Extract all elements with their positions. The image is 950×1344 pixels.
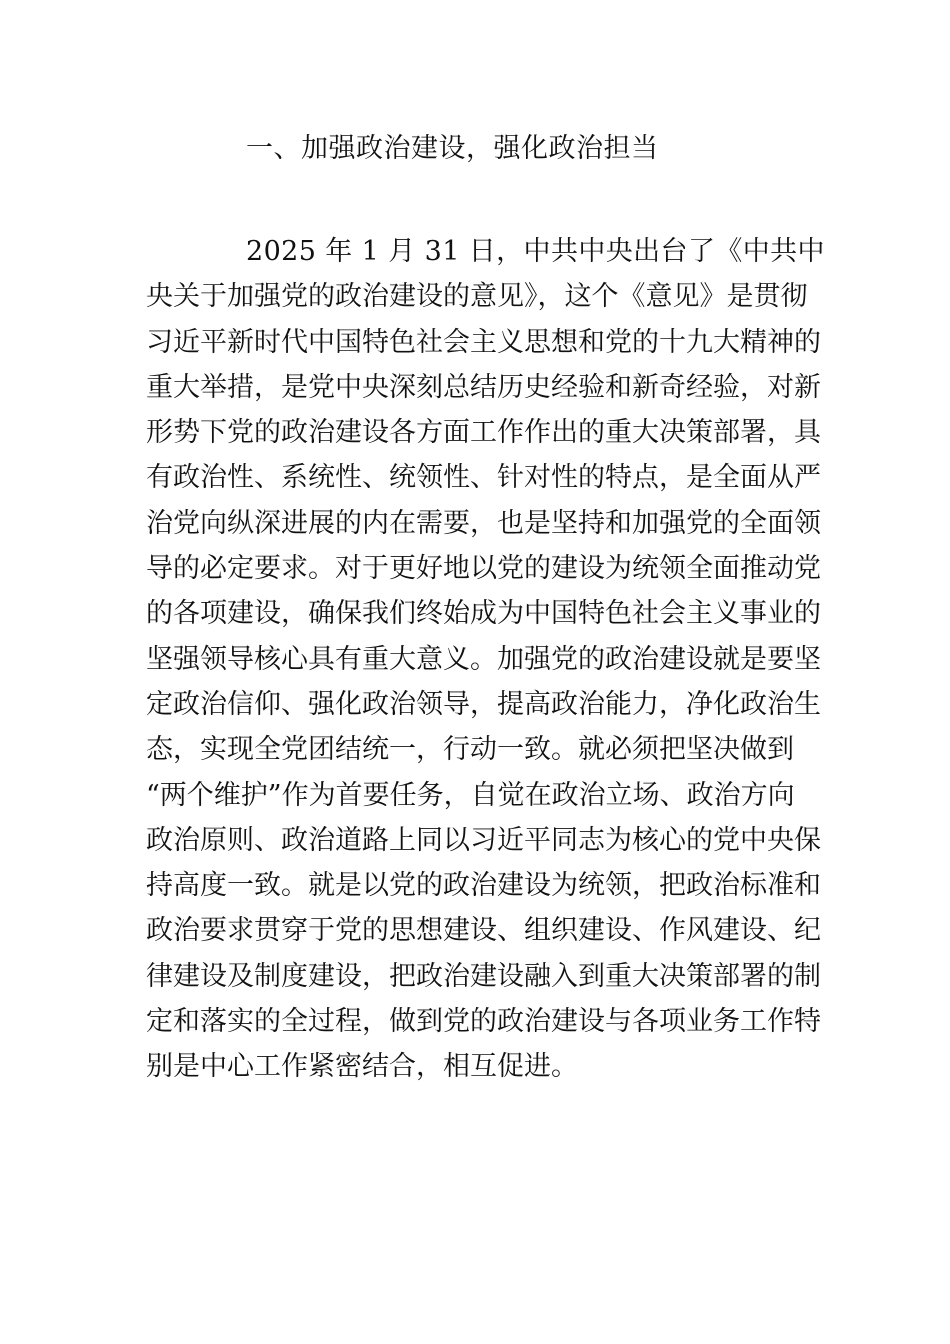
paragraph-line: 的各项建设，确保我们终始成为中国特色社会主义事业的	[146, 598, 821, 630]
paragraph-line: 有政治性、系统性、统领性、针对性的特点，是全面从严	[146, 462, 821, 494]
paragraph-line: 治党向纵深进展的内在需要，也是坚持和加强党的全面领	[146, 507, 821, 539]
paragraph-line: 2025 年 1 月 31 日，中共中央出台了《中共中	[246, 236, 825, 267]
body-paragraph	[146, 229, 826, 1090]
paragraph-line: 别是中心工作紧密结合，相互促进。	[146, 1051, 578, 1083]
section-heading: 一、加强政治建设，强化政治担当	[246, 133, 659, 164]
paragraph-line: 态，实现全党团结统一，行动一致。就必须把坚决做到	[146, 734, 794, 766]
paragraph-line: 习近平新时代中国特色社会主义思想和党的十九大精神的	[146, 326, 821, 358]
paragraph-line: 定和落实的全过程，做到党的政治建设与各项业务工作特	[146, 1006, 821, 1038]
paragraph-line: 导的必定要求。对于更好地以党的建设为统领全面推动党	[146, 553, 821, 585]
paragraph-line: 律建设及制度建设，把政治建设融入到重大决策部署的制	[146, 960, 821, 992]
paragraph-line: 定政治信仰、强化政治领导，提高政治能力，净化政治生	[146, 688, 821, 720]
paragraph-line: 形势下党的政治建设各方面工作作出的重大决策部署，具	[146, 417, 821, 449]
paragraph-line: 重大举措，是党中央深刻总结历史经验和新奇经验，对新	[146, 371, 821, 403]
paragraph-line: “两个维护”作为首要任务，自觉在政治立场、政治方向	[146, 779, 795, 811]
paragraph-line: 坚强领导核心具有重大意义。加强党的政治建设就是要坚	[146, 643, 821, 675]
paragraph-line: 持高度一致。就是以党的政治建设为统领，把政治标准和	[146, 870, 821, 902]
paragraph-line: 政治原则、政治道路上同以习近平同志为核心的党中央保	[146, 824, 821, 856]
paragraph-line: 央关于加强党的政治建设的意见》，这个《意见》是贯彻	[146, 281, 808, 313]
paragraph-line: 政治要求贯穿于党的思想建设、组织建设、作风建设、纪	[146, 915, 821, 947]
